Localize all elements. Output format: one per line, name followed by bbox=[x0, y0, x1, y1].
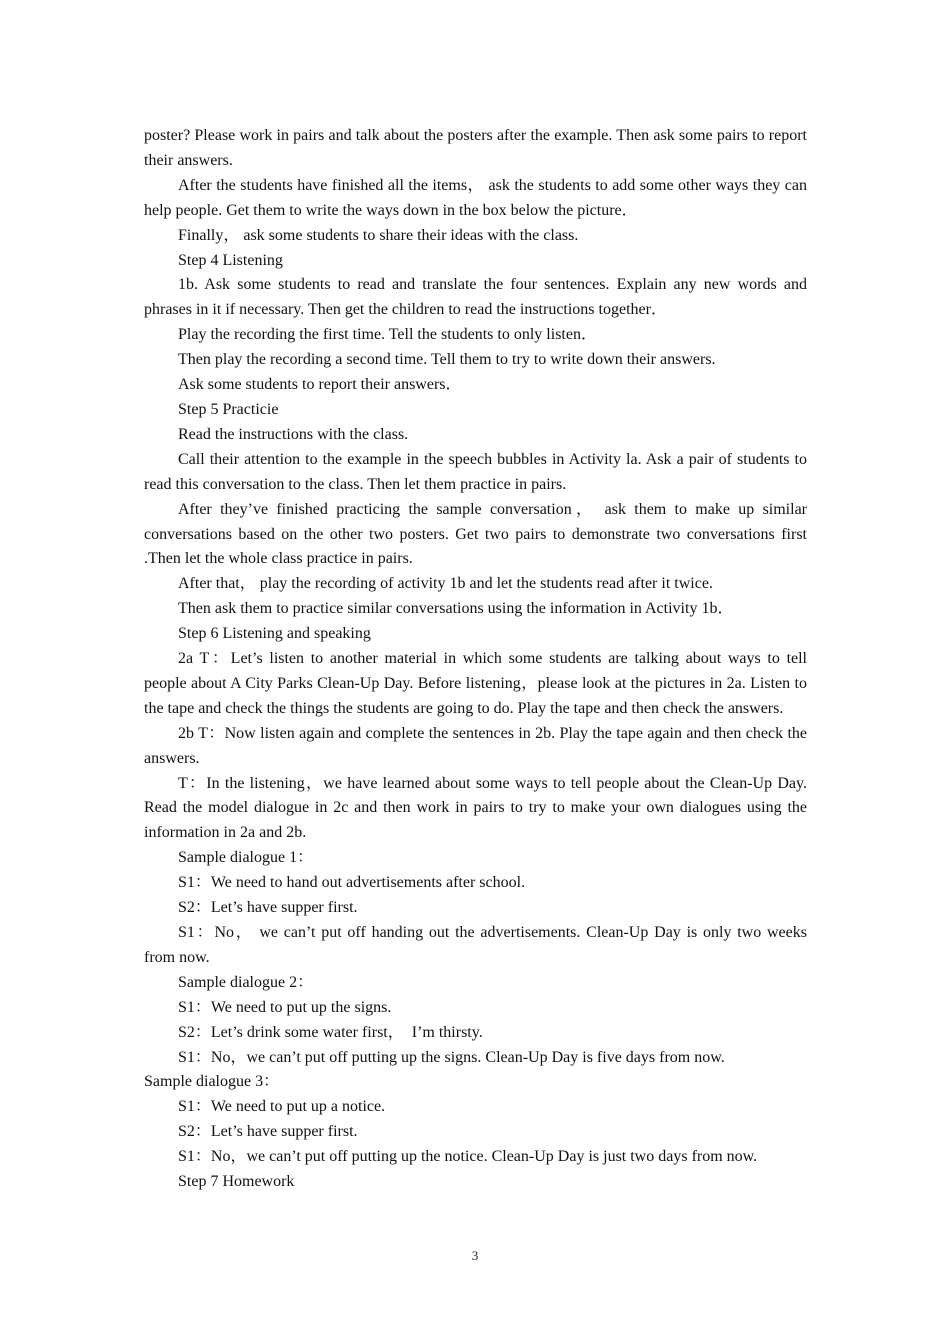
document-body bbox=[144, 124, 811, 1195]
dialogue-1-line-1: S1：We need to hand out advertisements after school. bbox=[178, 874, 526, 892]
paragraph-share-ideas: Finally， ask some students to share their ideas with the class. bbox=[178, 226, 579, 244]
paragraph-1b-translate: 1b. Ask some students to read and translate the four sentences. Explain any new words and phrases in it if necessary. Then get the children to read the instructions together． bbox=[144, 276, 811, 319]
step-6-heading: Step 6 Listening and speaking bbox=[178, 625, 371, 643]
sample-dialogue-1-heading: Sample dialogue 1： bbox=[178, 849, 314, 867]
page-number: 3 bbox=[471, 1248, 479, 1263]
dialogue-3-line-2: S2：Let’s have supper first. bbox=[178, 1123, 358, 1141]
dialogue-2-line-3: S1：No，we can’t put off putting up the signs. Clean-Up Day is five days from now. bbox=[178, 1048, 725, 1066]
paragraph-recording-1b: After that， play the recording of activity 1b and let the students read after it twice. bbox=[178, 575, 713, 593]
dialogue-1-line-2: S2：Let’s have supper first. bbox=[178, 899, 358, 917]
paragraph-play-first-time: Play the recording the first time. Tell the students to only listen． bbox=[178, 326, 597, 344]
sample-dialogue-2-heading: Sample dialogue 2： bbox=[178, 973, 314, 991]
paragraph-2b: 2b T：Now listen again and complete the sentences in 2b. Play the tape again and then check the answers. bbox=[144, 724, 811, 767]
paragraph-sample-conversation: After they’ve finished practicing the sample conversation， ask them to make up similar conversations based on the other two posters. Get two pairs to demonstrate two conversations first .Then let the whole class practice in pairs. bbox=[144, 500, 811, 568]
dialogue-2-line-1: S1：We need to put up the signs. bbox=[178, 998, 392, 1016]
paragraph-poster-pairs: poster? Please work in pairs and talk about the posters after the example. Then ask some pairs to report their answers. bbox=[144, 127, 811, 169]
paragraph-practice-similar: Then ask them to practice similar conversations using the information in Activity 1b． bbox=[178, 600, 734, 618]
paragraph-read-instructions: Read the instructions with the class. bbox=[178, 425, 409, 443]
dialogue-2-line-2: S2：Let’s drink some water first， I’m thirsty. bbox=[178, 1023, 483, 1041]
dialogue-1-line-3: S1：No， we can’t put off handing out the advertisements. Clean-Up Day is only two weeks from now. bbox=[144, 924, 811, 966]
step-4-heading: Step 4 Listening bbox=[178, 251, 283, 269]
dialogue-3-line-1: S1：We need to put up a notice. bbox=[178, 1098, 386, 1116]
paragraph-2c-model-dialogue: T：In the listening，we have learned about some ways to tell people about the Clean-Up Day. Read the model dialogue in 2c and then work in pairs to try to make your own dialogues using the information in 2a and 2b. bbox=[144, 774, 811, 842]
paragraph-speech-bubbles: Call their attention to the example in the speech bubbles in Activity la. Ask a pair of students to read this conversation to the class. Then let them practice in pairs. bbox=[144, 450, 811, 493]
sample-dialogue-3-heading: Sample dialogue 3： bbox=[144, 1073, 280, 1091]
paragraph-play-second-time: Then play the recording a second time. Tell them to try to write down their answers. bbox=[178, 351, 716, 369]
paragraph-2a: 2a T：Let’s listen to another material in which some students are talking about ways to tell people about A City Parks Clean-Up Day. Before listening，please look at the pictures in 2a. Listen to the tape and check the things the students are going to do. Play the tape and then check the answers. bbox=[144, 650, 811, 717]
paragraph-report-answers: Ask some students to report their answers． bbox=[178, 376, 462, 394]
paragraph-add-other-ways: After the students have finished all the items， ask the students to add some other ways they can help people. Get them to write the ways down in the box below the picture． bbox=[144, 176, 811, 219]
step-5-heading: Step 5 Practicie bbox=[178, 400, 279, 418]
step-7-heading: Step 7 Homework bbox=[178, 1173, 295, 1191]
dialogue-3-line-3: S1：No，we can’t put off putting up the notice. Clean-Up Day is just two days from now. bbox=[178, 1148, 758, 1166]
